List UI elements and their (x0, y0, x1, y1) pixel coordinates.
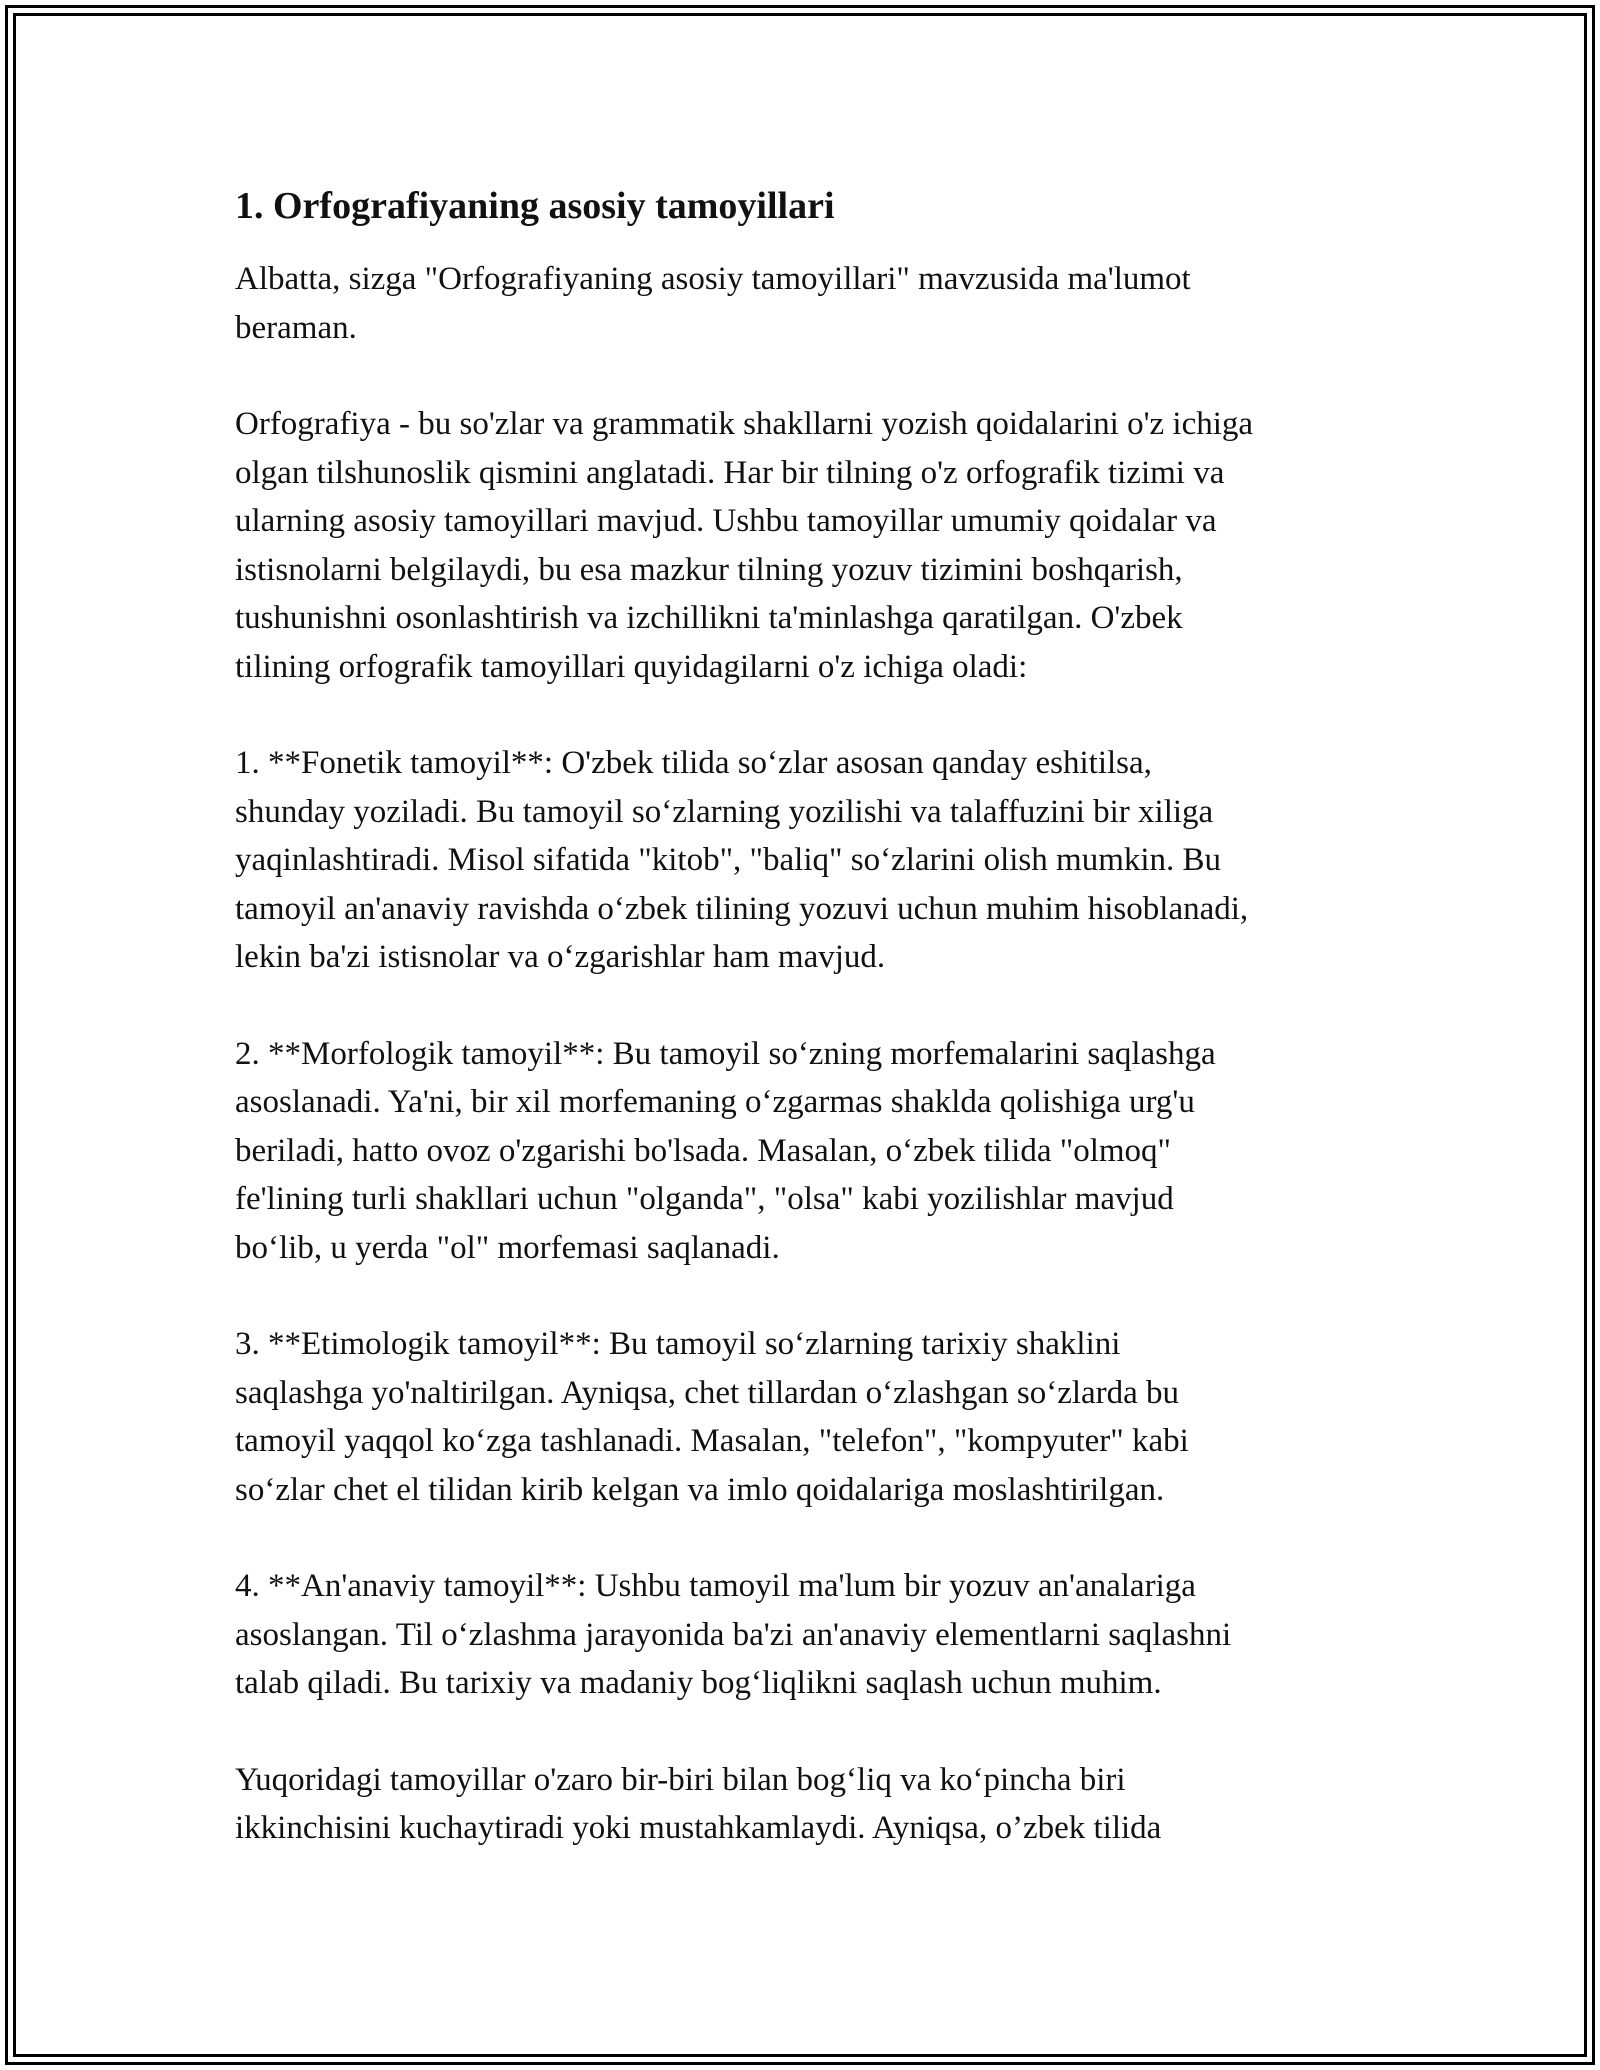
etymological-principle-paragraph: 3. **Etimologik tamoyil**: Bu tamoyil so‘zlarning tarixiy shaklini saqlashga yo'naltirilgan. Ayniqsa, chet tillardan o‘zlashgan so‘zlarda bu tamoyil yaqqol ko‘zga tashlanadi. Masalan, "telefon", "kompyuter" kabi so‘zlar chet el tilidan kirib kelgan va imlo qoidalariga moslashtirilgan. (235, 1326, 1189, 1508)
traditional-principle-paragraph: 4. **An'anaviy tamoyil**: Ushbu tamoyil ma'lum bir yozuv an'analariga asoslangan. Til o‘zlashma jarayonida ba'zi an'anaviy elementlarni saqlashni talab qiladi. Bu tarixiy va madaniy bog‘liqlikni saqlash uchun muhim. (235, 1568, 1232, 1702)
conclusion-paragraph: Yuqoridagi tamoyillar o'zaro bir-biri bilan bog‘liq va ko‘pincha biri ikkinchisini kuchaytiradi yoki mustahkamlaydi. Ayniqsa, o’zbek tilida (235, 1761, 1162, 1847)
document-heading: 1. Orfografiyaning asosiy tamoyillari (235, 185, 835, 227)
morphological-principle-paragraph: 2. **Morfologik tamoyil**: Bu tamoyil so‘zning morfemalarini saqlashga asoslanadi. Ya'ni, bir xil morfemaning o‘zgarmas shaklda qolishiga urg'u beriladi, hatto ovoz o'zgarishi bo'lsada. Masalan, o‘zbek tilida "olmoq" fe'lining turli shakllari uchun "olganda", "olsa" kabi yozilishlar mavjud bo‘lib, u yerda "ol" morfemasi saqlanadi. (235, 1035, 1216, 1266)
definition-paragraph: Orfografiya - bu so'zlar va grammatik shakllarni yozish qoidalarini o'z ichiga olgan tilshunoslik qismini anglatadi. Har bir tilning o'z orfografik tizimi va ularning asosiy tamoyillari mavjud. Ushbu tamoyillar umumiy qoidalar va istisnolarni belgilaydi, bu esa mazkur tilning yozuv tizimini boshqarish, tushunishni osonlashtirish va izchillikni ta'minlashga qaratilgan. O'zbek tilining orfografik tamoyillari quyidagilarni o'z ichiga oladi: (235, 406, 1254, 685)
phonetic-principle-paragraph: 1. **Fonetik tamoyil**: O'zbek tilida so‘zlar asosan qanday eshitilsa, shunday yoziladi. Bu tamoyil so‘zlarning yozilishi va talaffuzini bir xiliga yaqinlashtiradi. Misol sifatida "kitob", "baliq" so‘zlarini olish mumkin. Bu tamoyil an'anaviy ravishda o‘zbek tilining yozuvi uchun muhim hisoblanadi, lekin ba'zi istisnolar va o‘zgarishlar ham mavjud. (235, 745, 1249, 976)
document-body (235, 182, 1385, 1901)
intro-paragraph: Albatta, sizga "Orfografiyaning asosiy tamoyillari" mavzusida ma'lumot beraman. (235, 261, 1191, 346)
